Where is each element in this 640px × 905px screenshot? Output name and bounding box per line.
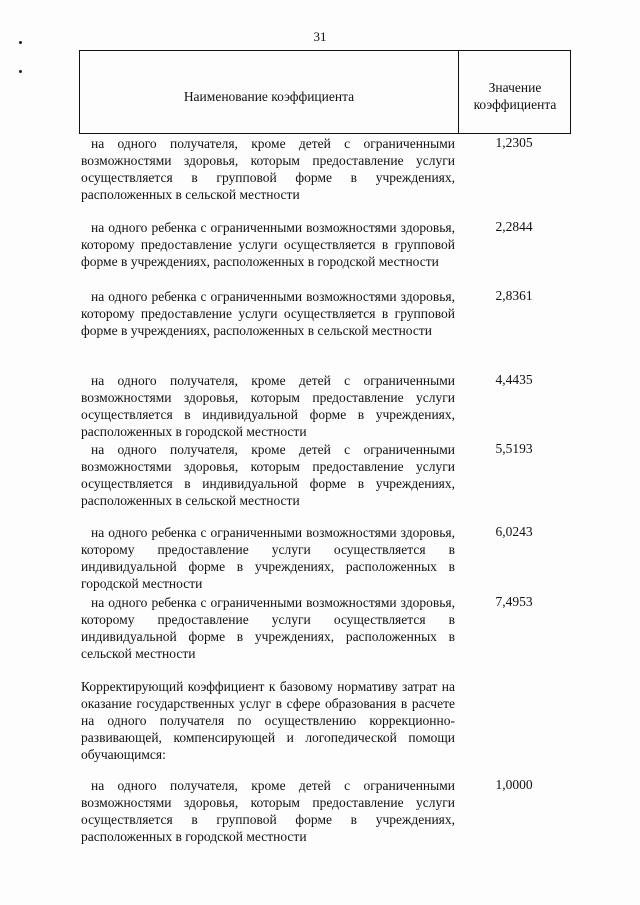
- row-value: 1,0000: [495, 777, 533, 792]
- row-text: на одного получателя, кроме детей с ограниченными возможностями здоровья, которым предоставление услуги осуществляется в индивидуальной форме в учреждениях, расположенных в городской местности: [81, 373, 455, 439]
- table-row: [81, 372, 455, 440]
- table-row: [81, 777, 455, 845]
- page-number: 31: [313, 29, 327, 44]
- table-row: [81, 441, 455, 509]
- table-row: [81, 288, 455, 339]
- header-coefficient-value: Значение коэффициента: [473, 80, 557, 112]
- scan-speck: [19, 70, 22, 73]
- row-text: на одного получателя, кроме детей с ограниченными возможностями здоровья, которым предоставление услуги осуществляется в групповой форме в учреждениях, расположенных в городской местности: [81, 778, 455, 844]
- row-value: 2,2844: [495, 219, 533, 234]
- row-text: на одного получателя, кроме детей с ограниченными возможностями здоровья, которым предоставление услуги осуществляется в индивидуальной форме в учреждениях, расположенных в сельской местности: [81, 442, 455, 508]
- row-value: 5,5193: [495, 441, 533, 456]
- row-text: на одного получателя, кроме детей с ограниченными возможностями здоровья, которым предоставление услуги осуществляется в групповой форме в учреждениях, расположенных в сельской местности: [81, 136, 455, 202]
- row-value: 6,0243: [495, 524, 533, 539]
- row-text: на одного ребенка с ограниченными возможностями здоровья, которому предоставление услуги осуществляется в групповой форме в учреждениях, расположенных в городской местности: [81, 220, 455, 269]
- table-row: [81, 524, 455, 592]
- row-value: 1,2305: [495, 135, 533, 150]
- table-row: [81, 135, 455, 203]
- row-value: 7,4953: [495, 594, 533, 609]
- table-row: [81, 219, 455, 270]
- header-coefficient-name: Наименование коэффициента: [183, 89, 355, 104]
- table-header: [79, 50, 571, 134]
- table-row-section-heading: [81, 678, 455, 763]
- row-text: на одного ребенка с ограниченными возможностями здоровья, которому предоставление услуги осуществляется в индивидуальной форме в учреждениях, расположенных в городской местности: [81, 525, 455, 591]
- row-text: на одного ребенка с ограниченными возможностями здоровья, которому предоставление услуги осуществляется в групповой форме в учреждениях, расположенных в сельской местности: [81, 289, 455, 338]
- row-text: Корректирующий коэффициент к базовому нормативу затрат на оказание государственных услуг в сфере образования в расчете на одного получателя по осуществлению коррекционно-развивающей, компенсирующей и логопедической помощи обучающимся:: [81, 679, 455, 762]
- row-value: 4,4435: [495, 372, 533, 387]
- table-row: [81, 594, 455, 662]
- row-value: 2,8361: [495, 288, 533, 303]
- row-text: на одного ребенка с ограниченными возможностями здоровья, которому предоставление услуги осуществляется в индивидуальной форме в учреждениях, расположенных в сельской местности: [81, 595, 455, 661]
